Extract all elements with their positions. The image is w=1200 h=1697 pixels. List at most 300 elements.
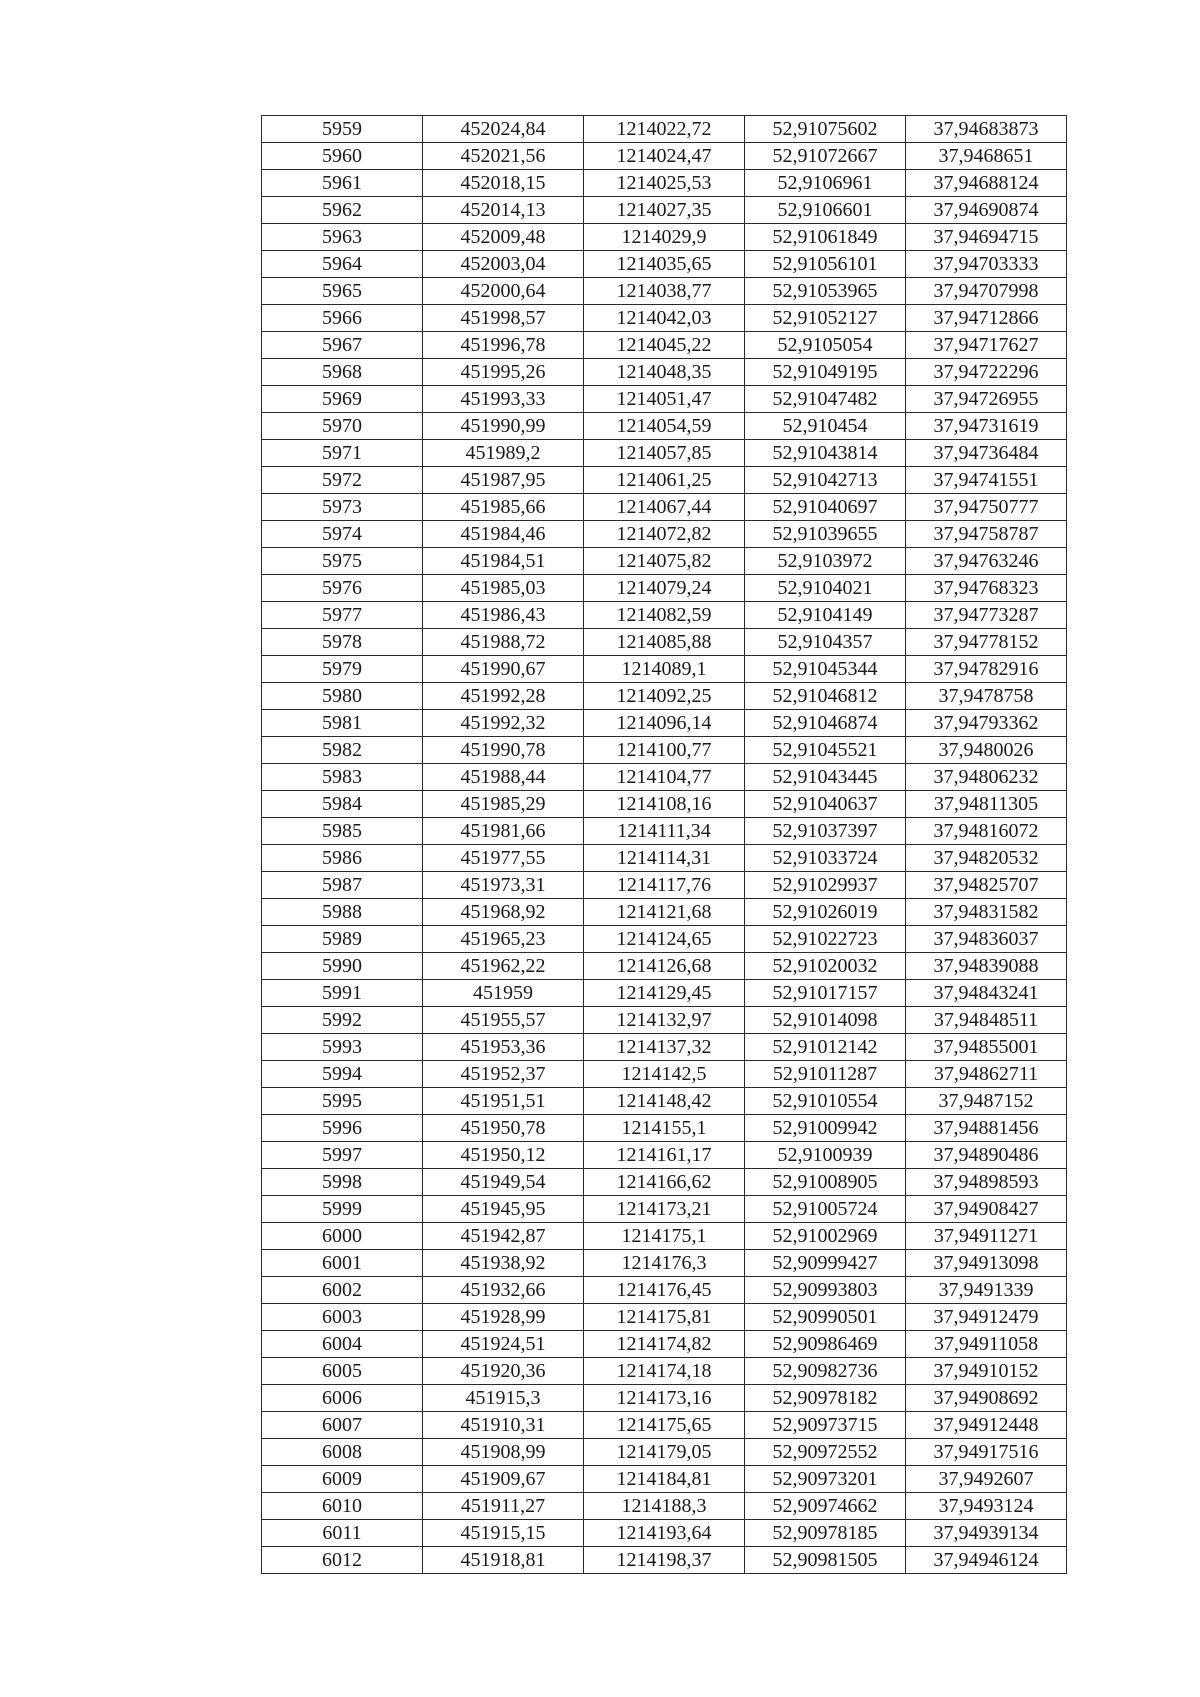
y-coordinate-cell: 1214024,47: [584, 143, 745, 170]
y-coordinate-cell: 1214175,65: [584, 1412, 745, 1439]
latitude-cell: 52,91046812: [745, 683, 906, 710]
longitude-cell: 37,9491339: [906, 1277, 1067, 1304]
x-coordinate-cell: 451985,03: [423, 575, 584, 602]
x-coordinate-cell: 451910,31: [423, 1412, 584, 1439]
latitude-cell: 52,90973201: [745, 1466, 906, 1493]
x-coordinate-cell: 451915,3: [423, 1385, 584, 1412]
longitude-cell: 37,94855001: [906, 1034, 1067, 1061]
x-coordinate-cell: 451984,51: [423, 548, 584, 575]
point-number-cell: 6009: [262, 1466, 423, 1493]
table-row: [262, 1493, 1067, 1520]
point-number-cell: 5959: [262, 116, 423, 143]
x-coordinate-cell: 452003,04: [423, 251, 584, 278]
point-number-cell: 5975: [262, 548, 423, 575]
latitude-cell: 52,9104021: [745, 575, 906, 602]
x-coordinate-cell: 451990,78: [423, 737, 584, 764]
point-number-cell: 5967: [262, 332, 423, 359]
y-coordinate-cell: 1214075,82: [584, 548, 745, 575]
table-row: [262, 521, 1067, 548]
longitude-cell: 37,94839088: [906, 953, 1067, 980]
y-coordinate-cell: 1214184,81: [584, 1466, 745, 1493]
y-coordinate-cell: 1214148,42: [584, 1088, 745, 1115]
point-number-cell: 5962: [262, 197, 423, 224]
y-coordinate-cell: 1214025,53: [584, 170, 745, 197]
latitude-cell: 52,91072667: [745, 143, 906, 170]
latitude-cell: 52,91026019: [745, 899, 906, 926]
point-number-cell: 5963: [262, 224, 423, 251]
longitude-cell: 37,94825707: [906, 872, 1067, 899]
latitude-cell: 52,91061849: [745, 224, 906, 251]
longitude-cell: 37,94836037: [906, 926, 1067, 953]
y-coordinate-cell: 1214067,44: [584, 494, 745, 521]
x-coordinate-cell: 451985,66: [423, 494, 584, 521]
y-coordinate-cell: 1214104,77: [584, 764, 745, 791]
x-coordinate-cell: 451968,92: [423, 899, 584, 926]
longitude-cell: 37,94862711: [906, 1061, 1067, 1088]
x-coordinate-cell: 451953,36: [423, 1034, 584, 1061]
longitude-cell: 37,94806232: [906, 764, 1067, 791]
point-number-cell: 5968: [262, 359, 423, 386]
latitude-cell: 52,91052127: [745, 305, 906, 332]
y-coordinate-cell: 1214111,34: [584, 818, 745, 845]
latitude-cell: 52,90990501: [745, 1304, 906, 1331]
latitude-cell: 52,9106601: [745, 197, 906, 224]
table-row: [262, 1196, 1067, 1223]
table-row: [262, 899, 1067, 926]
table-row: [262, 170, 1067, 197]
longitude-cell: 37,9492607: [906, 1466, 1067, 1493]
point-number-cell: 5960: [262, 143, 423, 170]
x-coordinate-cell: 451908,99: [423, 1439, 584, 1466]
x-coordinate-cell: 452018,15: [423, 170, 584, 197]
table-row: [262, 926, 1067, 953]
y-coordinate-cell: 1214137,32: [584, 1034, 745, 1061]
table-row: [262, 1547, 1067, 1574]
y-coordinate-cell: 1214072,82: [584, 521, 745, 548]
latitude-cell: 52,91010554: [745, 1088, 906, 1115]
x-coordinate-cell: 451996,78: [423, 332, 584, 359]
longitude-cell: 37,94703333: [906, 251, 1067, 278]
latitude-cell: 52,90978185: [745, 1520, 906, 1547]
point-number-cell: 6002: [262, 1277, 423, 1304]
latitude-cell: 52,91022723: [745, 926, 906, 953]
longitude-cell: 37,94831582: [906, 899, 1067, 926]
longitude-cell: 37,9487152: [906, 1088, 1067, 1115]
longitude-cell: 37,94820532: [906, 845, 1067, 872]
table-row: [262, 629, 1067, 656]
x-coordinate-cell: 451998,57: [423, 305, 584, 332]
table-row: [262, 1331, 1067, 1358]
y-coordinate-cell: 1214027,35: [584, 197, 745, 224]
y-coordinate-cell: 1214035,65: [584, 251, 745, 278]
latitude-cell: 52,910454: [745, 413, 906, 440]
latitude-cell: 52,90981505: [745, 1547, 906, 1574]
point-number-cell: 5996: [262, 1115, 423, 1142]
longitude-cell: 37,94750777: [906, 494, 1067, 521]
point-number-cell: 5970: [262, 413, 423, 440]
x-coordinate-cell: 451950,12: [423, 1142, 584, 1169]
table-row: [262, 494, 1067, 521]
longitude-cell: 37,94910152: [906, 1358, 1067, 1385]
x-coordinate-cell: 451992,28: [423, 683, 584, 710]
table-row: [262, 710, 1067, 737]
x-coordinate-cell: 452014,13: [423, 197, 584, 224]
y-coordinate-cell: 1214129,45: [584, 980, 745, 1007]
y-coordinate-cell: 1214079,24: [584, 575, 745, 602]
x-coordinate-cell: 451987,95: [423, 467, 584, 494]
x-coordinate-cell: 451909,67: [423, 1466, 584, 1493]
x-coordinate-cell: 451981,66: [423, 818, 584, 845]
longitude-cell: 37,94811305: [906, 791, 1067, 818]
point-number-cell: 5985: [262, 818, 423, 845]
x-coordinate-cell: 451955,57: [423, 1007, 584, 1034]
table-row: [262, 656, 1067, 683]
point-number-cell: 5987: [262, 872, 423, 899]
table-row: [262, 737, 1067, 764]
point-number-cell: 5992: [262, 1007, 423, 1034]
latitude-cell: 52,9104357: [745, 629, 906, 656]
latitude-cell: 52,91040697: [745, 494, 906, 521]
point-number-cell: 5965: [262, 278, 423, 305]
x-coordinate-cell: 451989,2: [423, 440, 584, 467]
table-row: [262, 413, 1067, 440]
latitude-cell: 52,91017157: [745, 980, 906, 1007]
latitude-cell: 52,91045344: [745, 656, 906, 683]
latitude-cell: 52,91005724: [745, 1196, 906, 1223]
table-row: [262, 278, 1067, 305]
table-row: [262, 440, 1067, 467]
longitude-cell: 37,94694715: [906, 224, 1067, 251]
x-coordinate-cell: 451977,55: [423, 845, 584, 872]
y-coordinate-cell: 1214174,82: [584, 1331, 745, 1358]
longitude-cell: 37,94741551: [906, 467, 1067, 494]
y-coordinate-cell: 1214096,14: [584, 710, 745, 737]
coordinates-table: [261, 115, 1067, 1574]
point-number-cell: 5990: [262, 953, 423, 980]
table-row: [262, 1385, 1067, 1412]
latitude-cell: 52,90973715: [745, 1412, 906, 1439]
longitude-cell: 37,94690874: [906, 197, 1067, 224]
longitude-cell: 37,9478758: [906, 683, 1067, 710]
table-row: [262, 683, 1067, 710]
y-coordinate-cell: 1214173,21: [584, 1196, 745, 1223]
table-row: [262, 1304, 1067, 1331]
longitude-cell: 37,94688124: [906, 170, 1067, 197]
latitude-cell: 52,9105054: [745, 332, 906, 359]
longitude-cell: 37,94917516: [906, 1439, 1067, 1466]
x-coordinate-cell: 451924,51: [423, 1331, 584, 1358]
point-number-cell: 5982: [262, 737, 423, 764]
longitude-cell: 37,94843241: [906, 980, 1067, 1007]
longitude-cell: 37,94773287: [906, 602, 1067, 629]
point-number-cell: 5993: [262, 1034, 423, 1061]
point-number-cell: 5973: [262, 494, 423, 521]
point-number-cell: 5995: [262, 1088, 423, 1115]
table-row: [262, 980, 1067, 1007]
point-number-cell: 5984: [262, 791, 423, 818]
point-number-cell: 5961: [262, 170, 423, 197]
table-row: [262, 1088, 1067, 1115]
latitude-cell: 52,91043445: [745, 764, 906, 791]
x-coordinate-cell: 451988,44: [423, 764, 584, 791]
point-number-cell: 6004: [262, 1331, 423, 1358]
x-coordinate-cell: 451992,32: [423, 710, 584, 737]
x-coordinate-cell: 451990,67: [423, 656, 584, 683]
longitude-cell: 37,94913098: [906, 1250, 1067, 1277]
x-coordinate-cell: 451988,72: [423, 629, 584, 656]
y-coordinate-cell: 1214173,16: [584, 1385, 745, 1412]
point-number-cell: 5977: [262, 602, 423, 629]
table-row: [262, 1358, 1067, 1385]
point-number-cell: 5971: [262, 440, 423, 467]
point-number-cell: 5999: [262, 1196, 423, 1223]
x-coordinate-cell: 451915,15: [423, 1520, 584, 1547]
y-coordinate-cell: 1214193,64: [584, 1520, 745, 1547]
longitude-cell: 37,94736484: [906, 440, 1067, 467]
latitude-cell: 52,91053965: [745, 278, 906, 305]
latitude-cell: 52,9100939: [745, 1142, 906, 1169]
y-coordinate-cell: 1214048,35: [584, 359, 745, 386]
point-number-cell: 6007: [262, 1412, 423, 1439]
table-row: [262, 1250, 1067, 1277]
table-row: [262, 251, 1067, 278]
y-coordinate-cell: 1214188,3: [584, 1493, 745, 1520]
latitude-cell: 52,9104149: [745, 602, 906, 629]
x-coordinate-cell: 451973,31: [423, 872, 584, 899]
y-coordinate-cell: 1214132,97: [584, 1007, 745, 1034]
y-coordinate-cell: 1214198,37: [584, 1547, 745, 1574]
x-coordinate-cell: 451986,43: [423, 602, 584, 629]
point-number-cell: 5972: [262, 467, 423, 494]
y-coordinate-cell: 1214022,72: [584, 116, 745, 143]
table-row: [262, 332, 1067, 359]
x-coordinate-cell: 451995,26: [423, 359, 584, 386]
y-coordinate-cell: 1214179,05: [584, 1439, 745, 1466]
x-coordinate-cell: 451950,78: [423, 1115, 584, 1142]
latitude-cell: 52,90986469: [745, 1331, 906, 1358]
x-coordinate-cell: 451965,23: [423, 926, 584, 953]
y-coordinate-cell: 1214089,1: [584, 656, 745, 683]
x-coordinate-cell: 452021,56: [423, 143, 584, 170]
longitude-cell: 37,94848511: [906, 1007, 1067, 1034]
x-coordinate-cell: 452009,48: [423, 224, 584, 251]
latitude-cell: 52,91045521: [745, 737, 906, 764]
x-coordinate-cell: 451945,95: [423, 1196, 584, 1223]
longitude-cell: 37,94911271: [906, 1223, 1067, 1250]
longitude-cell: 37,94908692: [906, 1385, 1067, 1412]
x-coordinate-cell: 452000,64: [423, 278, 584, 305]
point-number-cell: 5981: [262, 710, 423, 737]
latitude-cell: 52,9106961: [745, 170, 906, 197]
y-coordinate-cell: 1214057,85: [584, 440, 745, 467]
point-number-cell: 6010: [262, 1493, 423, 1520]
y-coordinate-cell: 1214029,9: [584, 224, 745, 251]
y-coordinate-cell: 1214176,45: [584, 1277, 745, 1304]
point-number-cell: 5983: [262, 764, 423, 791]
table-row: [262, 467, 1067, 494]
table-row: [262, 359, 1067, 386]
latitude-cell: 52,91047482: [745, 386, 906, 413]
longitude-cell: 37,94911058: [906, 1331, 1067, 1358]
latitude-cell: 52,91008905: [745, 1169, 906, 1196]
latitude-cell: 52,90978182: [745, 1385, 906, 1412]
latitude-cell: 52,90974662: [745, 1493, 906, 1520]
table-row: [262, 224, 1067, 251]
y-coordinate-cell: 1214174,18: [584, 1358, 745, 1385]
point-number-cell: 6005: [262, 1358, 423, 1385]
table-row: [262, 1007, 1067, 1034]
y-coordinate-cell: 1214082,59: [584, 602, 745, 629]
table-row: [262, 845, 1067, 872]
y-coordinate-cell: 1214038,77: [584, 278, 745, 305]
y-coordinate-cell: 1214117,76: [584, 872, 745, 899]
point-number-cell: 5974: [262, 521, 423, 548]
y-coordinate-cell: 1214176,3: [584, 1250, 745, 1277]
longitude-cell: 37,94912479: [906, 1304, 1067, 1331]
longitude-cell: 37,94793362: [906, 710, 1067, 737]
table-row: [262, 1115, 1067, 1142]
y-coordinate-cell: 1214061,25: [584, 467, 745, 494]
point-number-cell: 6000: [262, 1223, 423, 1250]
x-coordinate-cell: 451951,51: [423, 1088, 584, 1115]
latitude-cell: 52,90982736: [745, 1358, 906, 1385]
table-row: [262, 116, 1067, 143]
point-number-cell: 5978: [262, 629, 423, 656]
x-coordinate-cell: 451928,99: [423, 1304, 584, 1331]
point-number-cell: 6008: [262, 1439, 423, 1466]
x-coordinate-cell: 451985,29: [423, 791, 584, 818]
latitude-cell: 52,91046874: [745, 710, 906, 737]
point-number-cell: 6003: [262, 1304, 423, 1331]
table-row: [262, 1223, 1067, 1250]
y-coordinate-cell: 1214166,62: [584, 1169, 745, 1196]
point-number-cell: 5976: [262, 575, 423, 602]
latitude-cell: 52,91037397: [745, 818, 906, 845]
table-row: [262, 602, 1067, 629]
table-row: [262, 791, 1067, 818]
x-coordinate-cell: 451918,81: [423, 1547, 584, 1574]
point-number-cell: 5997: [262, 1142, 423, 1169]
latitude-cell: 52,9103972: [745, 548, 906, 575]
latitude-cell: 52,91042713: [745, 467, 906, 494]
table-row: [262, 1169, 1067, 1196]
latitude-cell: 52,91002969: [745, 1223, 906, 1250]
longitude-cell: 37,94782916: [906, 656, 1067, 683]
point-number-cell: 5998: [262, 1169, 423, 1196]
longitude-cell: 37,9480026: [906, 737, 1067, 764]
point-number-cell: 6011: [262, 1520, 423, 1547]
longitude-cell: 37,94946124: [906, 1547, 1067, 1574]
longitude-cell: 37,94768323: [906, 575, 1067, 602]
longitude-cell: 37,94707998: [906, 278, 1067, 305]
longitude-cell: 37,94712866: [906, 305, 1067, 332]
point-number-cell: 5969: [262, 386, 423, 413]
longitude-cell: 37,94890486: [906, 1142, 1067, 1169]
y-coordinate-cell: 1214085,88: [584, 629, 745, 656]
x-coordinate-cell: 451984,46: [423, 521, 584, 548]
longitude-cell: 37,94763246: [906, 548, 1067, 575]
y-coordinate-cell: 1214155,1: [584, 1115, 745, 1142]
longitude-cell: 37,94816072: [906, 818, 1067, 845]
latitude-cell: 52,91075602: [745, 116, 906, 143]
point-number-cell: 6006: [262, 1385, 423, 1412]
longitude-cell: 37,94758787: [906, 521, 1067, 548]
x-coordinate-cell: 451942,87: [423, 1223, 584, 1250]
table-row: [262, 1061, 1067, 1088]
longitude-cell: 37,94722296: [906, 359, 1067, 386]
table-row: [262, 386, 1067, 413]
point-number-cell: 5979: [262, 656, 423, 683]
y-coordinate-cell: 1214142,5: [584, 1061, 745, 1088]
longitude-cell: 37,94731619: [906, 413, 1067, 440]
longitude-cell: 37,94726955: [906, 386, 1067, 413]
table-row: [262, 1142, 1067, 1169]
latitude-cell: 52,91029937: [745, 872, 906, 899]
latitude-cell: 52,91009942: [745, 1115, 906, 1142]
coordinates-table-body: [262, 116, 1067, 1574]
y-coordinate-cell: 1214124,65: [584, 926, 745, 953]
y-coordinate-cell: 1214161,17: [584, 1142, 745, 1169]
latitude-cell: 52,91040637: [745, 791, 906, 818]
table-row: [262, 1439, 1067, 1466]
y-coordinate-cell: 1214092,25: [584, 683, 745, 710]
point-number-cell: 6001: [262, 1250, 423, 1277]
x-coordinate-cell: 451993,33: [423, 386, 584, 413]
x-coordinate-cell: 451949,54: [423, 1169, 584, 1196]
x-coordinate-cell: 451952,37: [423, 1061, 584, 1088]
latitude-cell: 52,91043814: [745, 440, 906, 467]
y-coordinate-cell: 1214042,03: [584, 305, 745, 332]
table-row: [262, 548, 1067, 575]
table-row: [262, 1520, 1067, 1547]
longitude-cell: 37,94778152: [906, 629, 1067, 656]
table-row: [262, 953, 1067, 980]
table-row: [262, 872, 1067, 899]
table-row: [262, 1277, 1067, 1304]
x-coordinate-cell: 452024,84: [423, 116, 584, 143]
longitude-cell: 37,94908427: [906, 1196, 1067, 1223]
table-row: [262, 1466, 1067, 1493]
table-row: [262, 764, 1067, 791]
point-number-cell: 5988: [262, 899, 423, 926]
longitude-cell: 37,94683873: [906, 116, 1067, 143]
x-coordinate-cell: 451920,36: [423, 1358, 584, 1385]
table-row: [262, 197, 1067, 224]
longitude-cell: 37,9468651: [906, 143, 1067, 170]
x-coordinate-cell: 451959: [423, 980, 584, 1007]
table-row: [262, 1412, 1067, 1439]
y-coordinate-cell: 1214126,68: [584, 953, 745, 980]
longitude-cell: 37,94881456: [906, 1115, 1067, 1142]
latitude-cell: 52,91033724: [745, 845, 906, 872]
longitude-cell: 37,94912448: [906, 1412, 1067, 1439]
x-coordinate-cell: 451990,99: [423, 413, 584, 440]
table-row: [262, 575, 1067, 602]
latitude-cell: 52,91020032: [745, 953, 906, 980]
point-number-cell: 5964: [262, 251, 423, 278]
latitude-cell: 52,91039655: [745, 521, 906, 548]
longitude-cell: 37,94717627: [906, 332, 1067, 359]
y-coordinate-cell: 1214175,81: [584, 1304, 745, 1331]
latitude-cell: 52,90972552: [745, 1439, 906, 1466]
point-number-cell: 5991: [262, 980, 423, 1007]
x-coordinate-cell: 451911,27: [423, 1493, 584, 1520]
y-coordinate-cell: 1214045,22: [584, 332, 745, 359]
longitude-cell: 37,94939134: [906, 1520, 1067, 1547]
point-number-cell: 5989: [262, 926, 423, 953]
x-coordinate-cell: 451932,66: [423, 1277, 584, 1304]
y-coordinate-cell: 1214121,68: [584, 899, 745, 926]
